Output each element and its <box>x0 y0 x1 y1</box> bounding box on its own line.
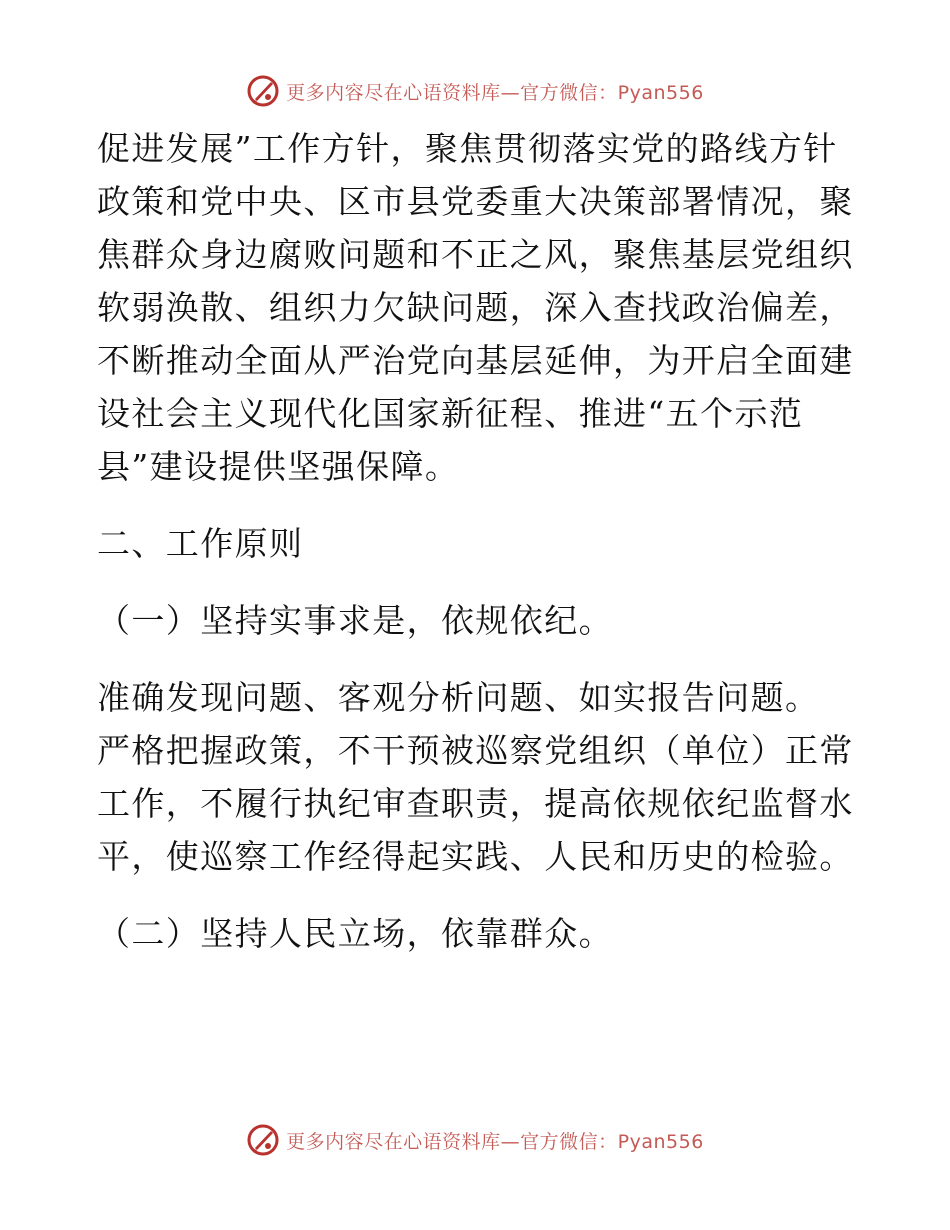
paragraph-line: 不断推动全面从严治党向基层延伸，为开启全面建 <box>97 341 854 380</box>
paragraph-line: 严格把握政策，不干预被巡察党组织（单位）正常 <box>97 731 854 770</box>
header-banner-text: 更多内容尽在心语资料库—官方微信：Pyan556 <box>286 81 704 104</box>
subsection-heading-1: （一）坚持实事求是，依规依纪。 <box>97 601 613 640</box>
paragraph-line: 设社会主义现代化国家新征程、推进“五个示范 <box>97 394 804 433</box>
paragraph-line: 政策和党中央、区市县党委重大决策部署情况，聚 <box>97 182 854 221</box>
paragraph-line: 工作，不履行执纪审查职责，提高依规依纪监督水 <box>97 784 854 823</box>
quill-pen-logo-icon <box>246 1123 280 1157</box>
footer-banner-text: 更多内容尽在心语资料库—官方微信：Pyan556 <box>286 1130 704 1153</box>
footer-banner <box>0 1120 950 1160</box>
paragraph-intro <box>97 122 857 493</box>
paragraph-line: 软弱涣散、组织力欠缺问题，深入查找政治偏差， <box>97 288 854 327</box>
paragraph-line: 平，使巡察工作经得起实践、人民和历史的检验。 <box>97 837 854 876</box>
document-body <box>97 122 857 960</box>
paragraph-line: 县”建设提供坚强保障。 <box>97 447 460 486</box>
quill-pen-logo-icon <box>246 74 280 108</box>
subsection-heading-2: （二）坚持人民立场，依靠群众。 <box>97 914 613 953</box>
paragraph-line: 焦群众身边腐败问题和不正之风，聚焦基层党组织 <box>97 235 854 274</box>
paragraph-line: 促进发展”工作方针，聚焦贯彻落实党的路线方针 <box>97 129 838 168</box>
paragraph-principle-1 <box>97 671 857 883</box>
section-heading-principles: 二、工作原则 <box>97 524 304 563</box>
paragraph-line: 准确发现问题、客观分析问题、如实报告问题。 <box>97 678 820 717</box>
header-banner <box>0 71 950 111</box>
